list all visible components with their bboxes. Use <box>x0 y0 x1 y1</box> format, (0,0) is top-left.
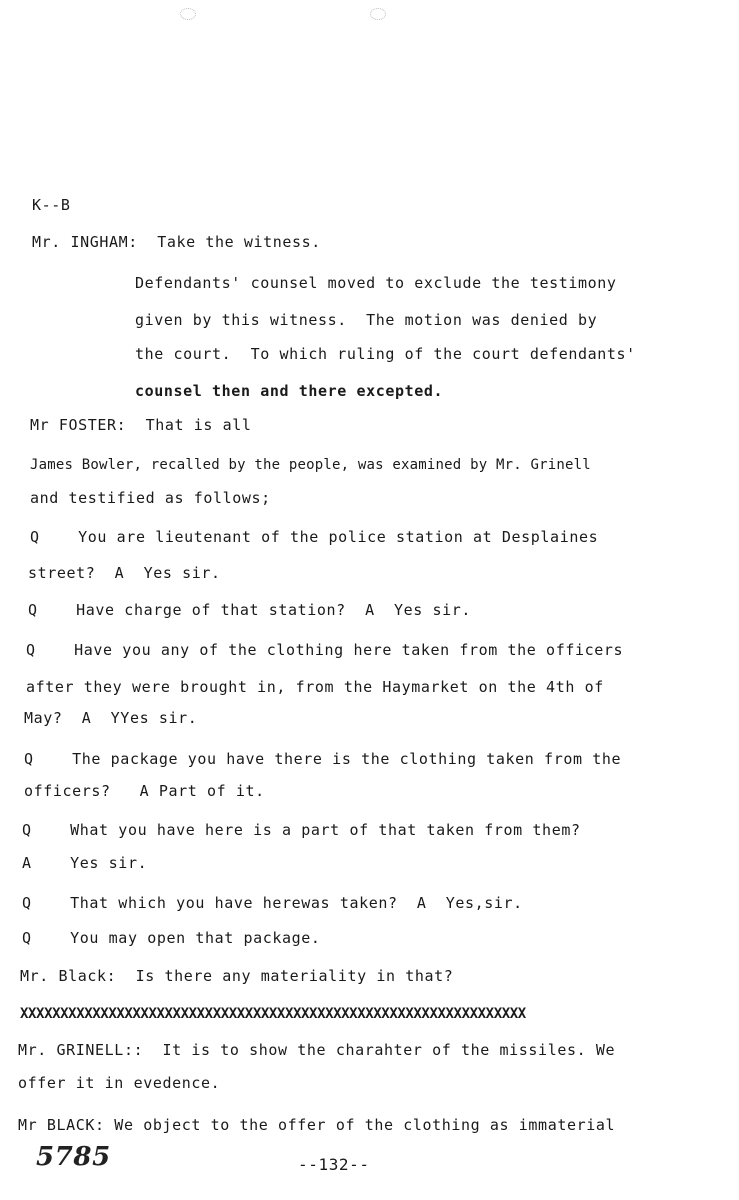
transcript-line: street? A Yes sir. <box>28 564 221 582</box>
transcript-line: A Yes sir. <box>22 854 148 872</box>
page-number: --132-- <box>298 1155 370 1174</box>
transcript-line: Q You are lieutenant of the police station at Desplaines <box>30 528 599 546</box>
handwritten-page-number: 5785 <box>36 1142 111 1172</box>
transcript-line: Mr. Black: Is there any materiality in that? <box>20 967 454 985</box>
punch-hole-left <box>180 8 196 20</box>
transcript-line: Mr. INGHAM: Take the witness. <box>32 233 321 251</box>
transcript-line: Q What you have here is a part of that taken from them? <box>22 821 581 839</box>
transcript-line: Mr FOSTER: That is all <box>30 416 252 434</box>
transcript-line: Mr BLACK: We object to the offer of the clothing as immaterial <box>18 1116 616 1134</box>
struck-out-line: XXXXXXXXXXXXXXXXXXXXXXXXXXXXXXXXXXXXXXXXXXXXXXXXXXXXXXXXXXXXXXX <box>20 1006 526 1022</box>
punch-hole-right <box>370 8 386 20</box>
transcript-line: the court. To which ruling of the court defendants' <box>135 345 636 363</box>
transcript-line: Q You may open that package. <box>22 929 321 947</box>
transcript-line: Q Have you any of the clothing here taken from the officers <box>26 641 624 659</box>
transcript-line: Q The package you have there is the clothing taken from the <box>24 750 622 768</box>
section-marker: K--B <box>32 196 71 214</box>
transcript-line: after they were brought in, from the Haymarket on the 4th of <box>26 678 604 696</box>
transcript-line: Q That which you have herewas taken? A Yes,sir. <box>22 894 523 912</box>
transcript-line: and testified as follows; <box>30 489 271 507</box>
transcript-line: offer it in evedence. <box>18 1074 221 1092</box>
transcript-line: James Bowler, recalled by the people, was examined by Mr. Grinell <box>30 457 591 473</box>
transcript-line: counsel then and there excepted. <box>135 382 444 400</box>
transcript-line: Q Have charge of that station? A Yes sir. <box>28 601 472 619</box>
transcript-line: officers? A Part of it. <box>24 782 265 800</box>
transcript-line: given by this witness. The motion was denied by <box>135 311 598 329</box>
transcript-line: May? A YYes sir. <box>24 709 198 727</box>
transcript-line: Defendants' counsel moved to exclude the testimony <box>135 274 617 292</box>
transcript-line: Mr. GRINELL:: It is to show the charahter of the missiles. We <box>18 1041 616 1059</box>
